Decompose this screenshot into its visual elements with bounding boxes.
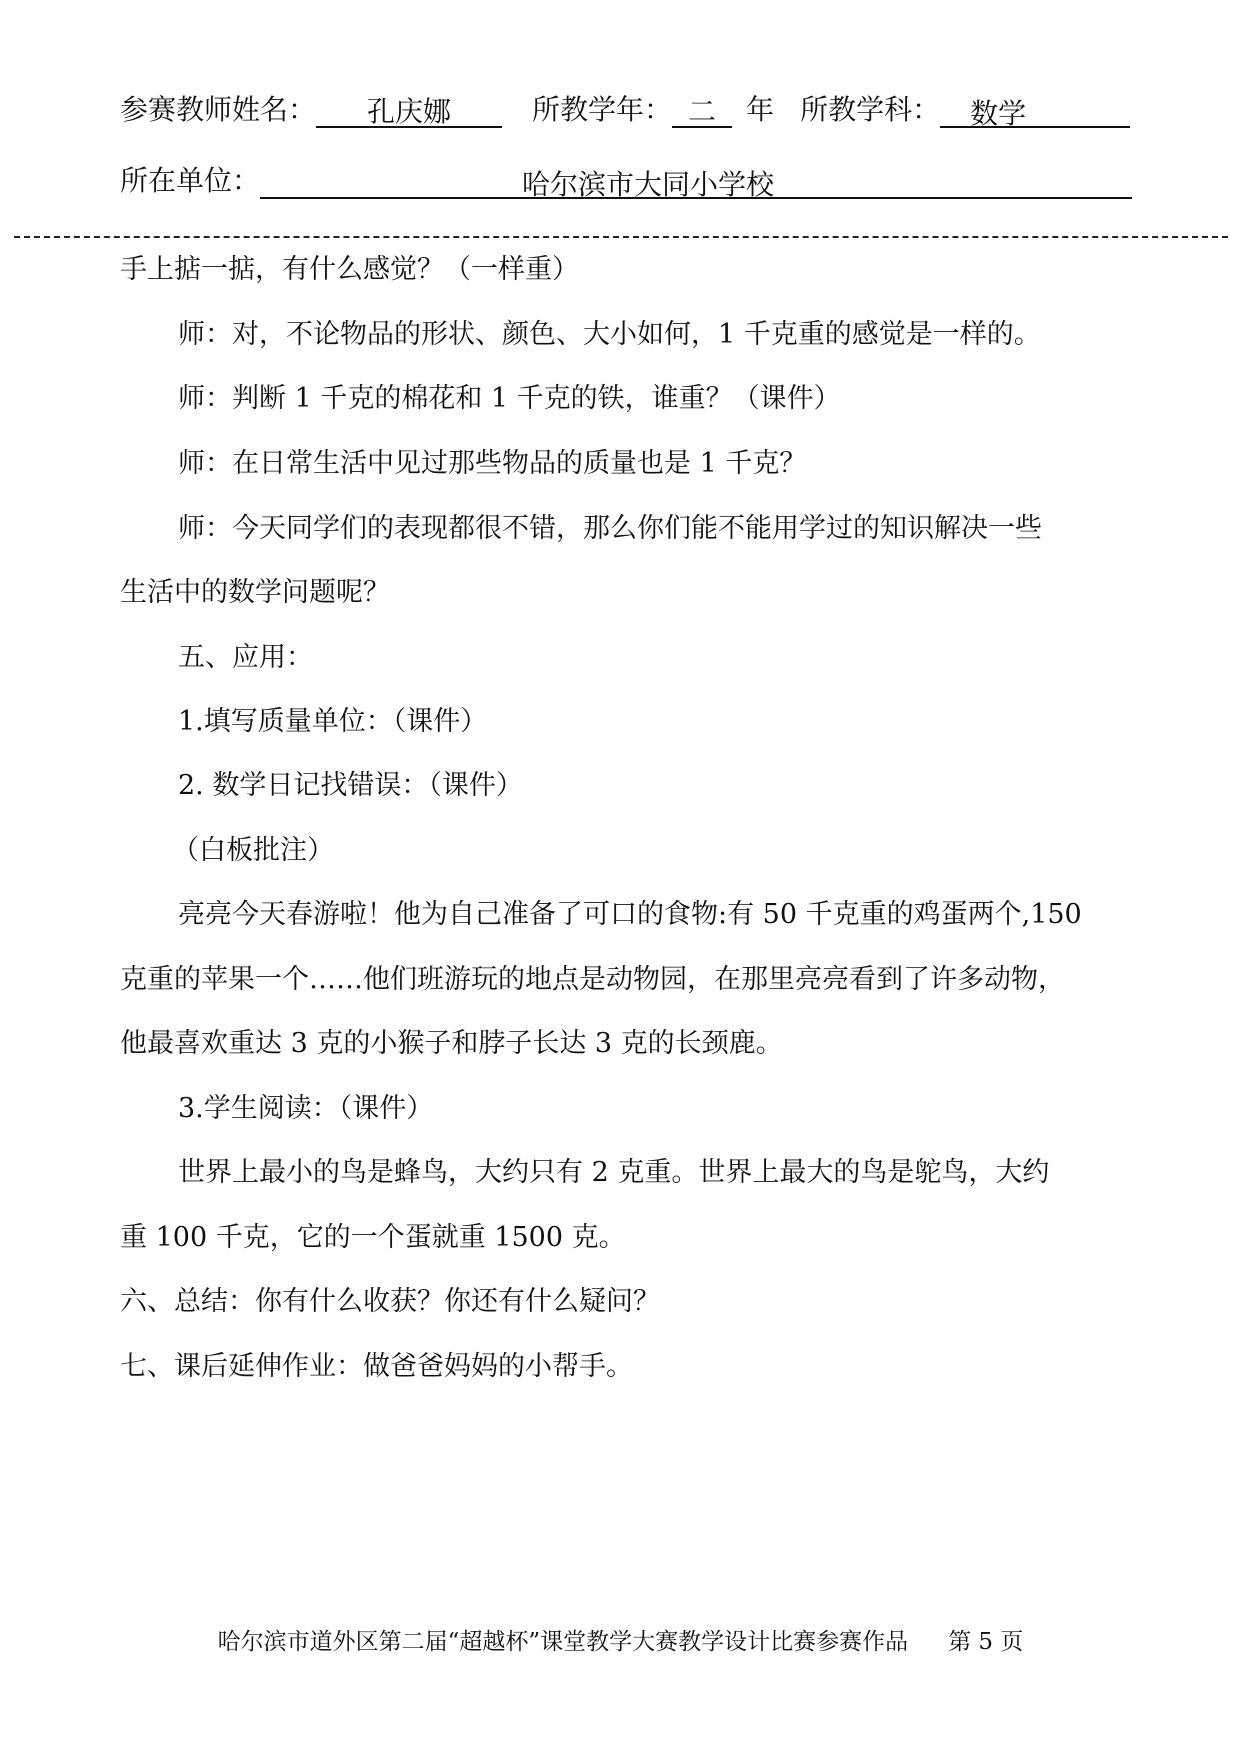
subject-label: 所教学科 xyxy=(800,93,913,126)
body-line: 3.学生阅读：（课件） xyxy=(178,1093,434,1124)
dashed-divider xyxy=(14,236,1228,238)
body-line: 师：今天同学们的表现都很不错，那么你们能不能用学过的知识解决一些 xyxy=(178,513,1042,544)
page-number: 第 5 页 xyxy=(948,1629,1024,1655)
section-heading: 五、应用： xyxy=(178,642,313,673)
body-line: 世界上最小的鸟是蜂鸟，大约只有 2 克重。世界上最大的鸟是鸵鸟，大约 xyxy=(178,1157,1050,1188)
body-line: 2. 数学日记找错误：（课件） xyxy=(178,770,523,801)
section-heading: 六、总结：你有什么收获？你还有什么疑问？ xyxy=(120,1286,660,1317)
body-line: 手上掂一掂，有什么感觉？（一样重） xyxy=(120,254,579,285)
body-line: 亮亮今天春游啦！他为自己准备了可口的食物:有 50 千克重的鸡蛋两个,150 xyxy=(178,899,1082,930)
body-line: 他最喜欢重达 3 克的小猴子和脖子长达 3 克的长颈鹿。 xyxy=(120,1028,783,1059)
teacher-info-row: 参赛教师姓名： 孔庆娜 所教学年： 二 年 所教学科： 数学 xyxy=(120,92,1130,128)
body-line: 师：对，不论物品的形状、颜色、大小如何，1 千克重的感觉是一样的。 xyxy=(178,319,1041,350)
subject-value: 数学 xyxy=(940,96,1130,128)
body-line: 克重的苹果一个……他们班游玩的地点是动物园，在那里亮亮看到了许多动物， xyxy=(120,964,1065,995)
body-line: 生活中的数学问题呢？ xyxy=(120,577,390,608)
section-heading: 七、课后延伸作业：做爸爸妈妈的小帮手。 xyxy=(120,1351,633,1382)
unit-info-row: 所在单位： 哈尔滨市大同小学校 xyxy=(120,163,1132,199)
body-line: 师：在日常生活中见过那些物品的质量也是 1 千克？ xyxy=(178,448,807,479)
grade-label: 所教学年 xyxy=(532,93,645,126)
grade-suffix: 年 xyxy=(746,93,775,126)
teacher-name: 孔庆娜 xyxy=(316,94,502,128)
teacher-label: 参赛教师姓名 xyxy=(120,93,289,126)
footer-text: 哈尔滨市道外区第二届“超越杯”课堂教学大赛教学设计比赛参赛作品 xyxy=(217,1629,909,1655)
body-line: 重 100 千克，它的一个蛋就重 1500 克。 xyxy=(120,1222,626,1253)
page-footer xyxy=(0,1627,1241,1657)
unit-value: 哈尔滨市大同小学校 xyxy=(260,167,1132,199)
body-line: （白板批注） xyxy=(172,835,334,866)
unit-label: 所在单位 xyxy=(120,164,233,197)
body-line: 师：判断 1 千克的棉花和 1 千克的铁，谁重？（课件） xyxy=(178,383,841,414)
grade-value: 二 xyxy=(672,94,732,128)
body-line: 1.填写质量单位：（课件） xyxy=(178,706,488,737)
